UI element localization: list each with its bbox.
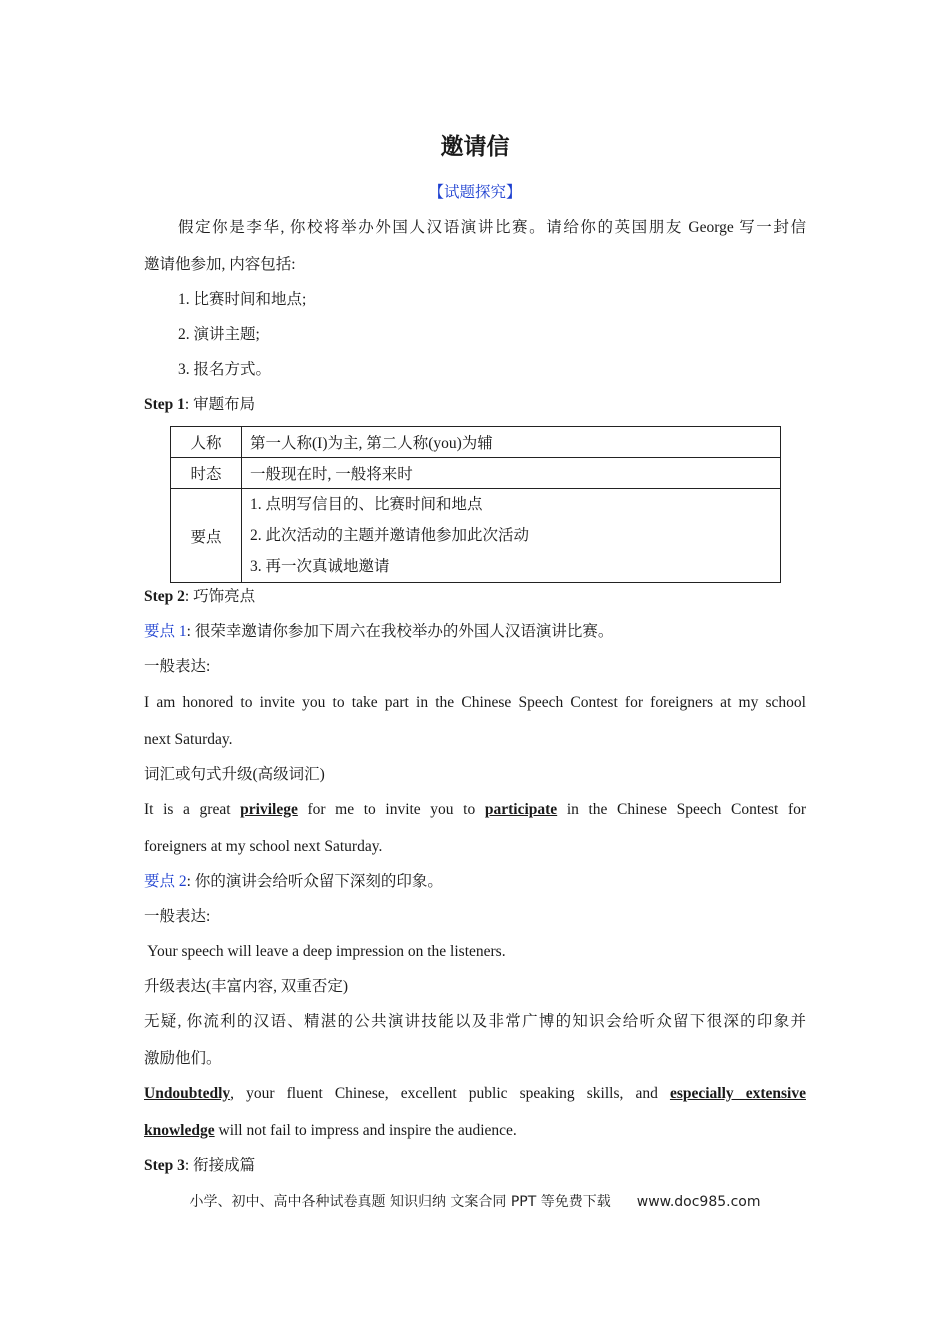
point2-text: : 你的演讲会给听众留下深刻的印象。 — [186, 873, 443, 890]
point2-cn-line-1: 无疑, 你流利的汉语、精湛的公共演讲技能以及非常广博的知识会给听众留下很深的印象并 — [144, 1013, 806, 1030]
footer-url[interactable]: www.doc985.com — [636, 1194, 761, 1210]
step2-label: Step 2 — [144, 588, 185, 605]
prompt-item: 3. 报名方式。 — [178, 361, 272, 378]
step1-text: : 审题布局 — [184, 396, 256, 413]
prompt-line-2: 邀请他参加, 内容包括: — [144, 256, 296, 273]
point1-general-line-2: next Saturday. — [144, 731, 233, 748]
page-title: 邀请信 — [440, 134, 510, 159]
step3-label: Step 3 — [144, 1157, 185, 1174]
point2-label: 要点 2 — [144, 873, 187, 890]
point2-heading — [144, 872, 806, 892]
text-span: will not fail to impress and inspire the audience. — [214, 1122, 517, 1139]
highlight-word: knowledge — [144, 1122, 215, 1139]
text-span: in the Chinese Speech Contest for — [566, 801, 807, 818]
table-value: 第一人称(I)为主, 第二人称(you)为辅 — [242, 427, 781, 458]
highlight-word: privilege — [240, 801, 298, 818]
table-key: 时态 — [171, 458, 242, 489]
prompt-item: 1. 比赛时间和地点; — [178, 291, 307, 308]
point1-label: 要点 1 — [144, 623, 187, 640]
step1-heading — [144, 395, 806, 415]
highlight-word: especially extensive — [669, 1085, 806, 1102]
step3-heading — [144, 1156, 806, 1176]
point2-en-line-2 — [144, 1121, 806, 1141]
analysis-table — [170, 426, 781, 583]
point1-upgrade-label: 词汇或句式升级(高级词汇) — [144, 766, 325, 783]
prompt-line-1: 假定你是李华, 你校将举办外国人汉语演讲比赛。请给你的英国朋友 George 写一封信 — [178, 219, 806, 236]
point2-general-line: Your speech will leave a deep impression on the listeners. — [144, 943, 506, 960]
step3-text: : 衔接成篇 — [184, 1157, 256, 1174]
step1-label: Step 1 — [144, 396, 185, 413]
table-row — [171, 458, 781, 489]
table-key: 人称 — [171, 427, 242, 458]
point1-upgrade-line-2: foreigners at my school next Saturday. — [144, 838, 383, 855]
step2-text: : 巧饰亮点 — [184, 588, 256, 605]
page-footer — [0, 1191, 950, 1211]
point2-upgrade-label: 升级表达(丰富内容, 双重否定) — [144, 978, 349, 995]
table-row — [171, 427, 781, 458]
table-point: 3. 再一次真诚地邀请 — [250, 558, 390, 575]
text-span: for me to invite you to — [307, 801, 476, 818]
prompt-item: 2. 演讲主题; — [178, 326, 260, 343]
text-span: , your fluent Chinese, excellent public speaking skills, and — [230, 1085, 658, 1102]
step2-heading — [144, 587, 806, 607]
point2-general-label: 一般表达: — [144, 908, 211, 925]
point1-general-line-1: I am honored to invite you to take part in the Chinese Speech Contest for foreigners at my school — [144, 694, 806, 711]
table-value: 一般现在时, 一般将来时 — [242, 458, 781, 489]
point1-text: : 很荣幸邀请你参加下周六在我校举办的外国人汉语演讲比赛。 — [186, 623, 614, 640]
table-key: 要点 — [171, 489, 242, 583]
table-point: 2. 此次活动的主题并邀请他参加此次活动 — [250, 527, 530, 544]
point2-en-line-1 — [144, 1084, 806, 1104]
text-span: It is a great — [144, 801, 231, 818]
table-point: 1. 点明写信目的、比赛时间和地点 — [250, 496, 483, 513]
table-points — [242, 489, 781, 583]
footer-text: 小学、初中、高中各种试卷真题 知识归纳 文案合同 PPT 等免费下载 — [189, 1194, 611, 1210]
point1-heading — [144, 622, 806, 642]
highlight-word: Undoubtedly — [144, 1085, 231, 1102]
highlight-word: participate — [484, 801, 558, 818]
table-row — [171, 489, 781, 583]
point1-general-label: 一般表达: — [144, 658, 211, 675]
point1-upgrade-line-1 — [144, 800, 806, 820]
point2-cn-line-2: 激励他们。 — [144, 1050, 222, 1067]
section-heading: 【试题探究】 — [428, 184, 522, 201]
